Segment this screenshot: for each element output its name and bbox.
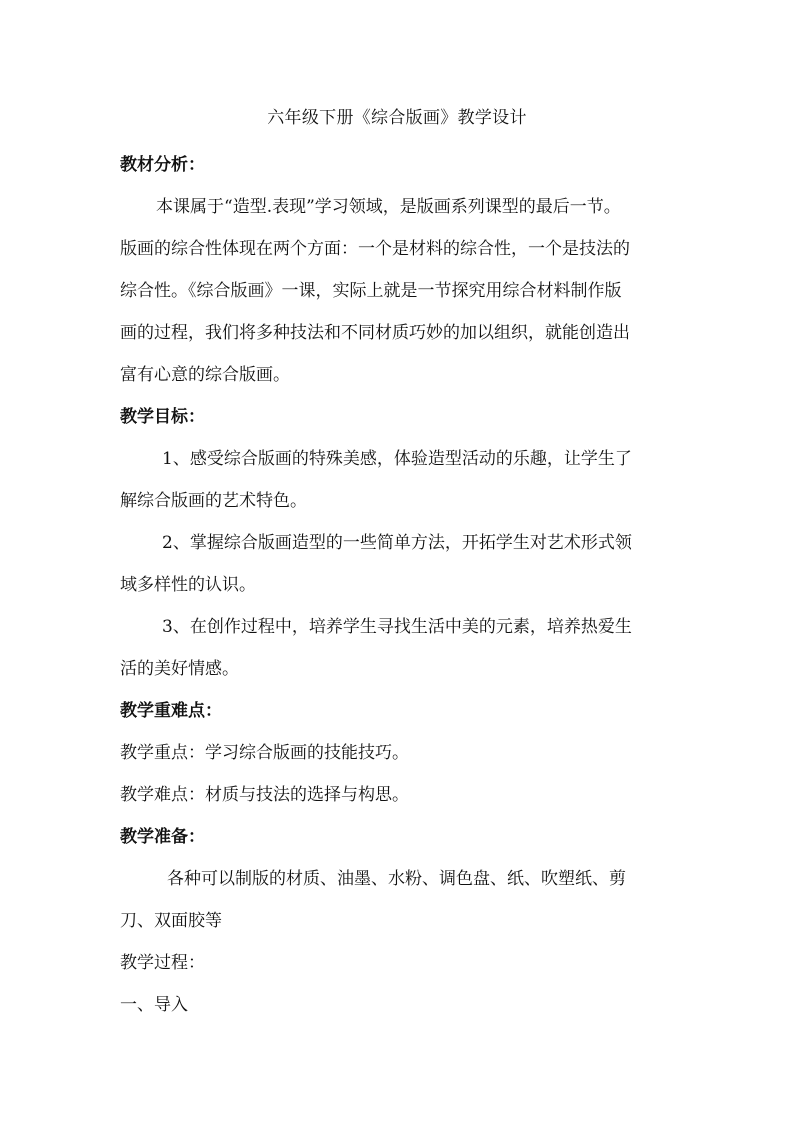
document-body xyxy=(120,144,684,1026)
goal-line: 3、在创作过程中，培养学生寻找生活中美的元素，培养热爱生 xyxy=(162,617,632,637)
paragraph-line: 富有心意的综合版画。 xyxy=(120,365,290,385)
paragraph-line: 综合性。《综合版画》一课，实际上就是一节探究用综合材料制作版 xyxy=(120,281,622,301)
document-title: 六年级下册《综合版画》教学设计 xyxy=(267,108,527,128)
preparation-line: 各种可以制版的材质、油墨、水粉、调色盘、纸、吹塑纸、剪 xyxy=(167,869,626,889)
difficult-point-line: 教学难点：材质与技法的选择与构思。 xyxy=(120,785,409,805)
paragraph-line: 画的过程，我们将多种技法和不同材质巧妙的加以组织，就能创造出 xyxy=(120,323,630,343)
paragraph-line: 版画的综合性体现在两个方面：一个是材料的综合性，一个是技法的 xyxy=(120,239,630,259)
goal-line: 2、掌握综合版画造型的一些简单方法，开拓学生对艺术形式领 xyxy=(162,533,632,553)
paragraph-line: 本课属于“造型.表现”学习领域，是版画系列课型的最后一节。 xyxy=(156,197,621,217)
goal-line: 活的美好情感。 xyxy=(120,659,239,679)
section-heading-goals: 教学目标： xyxy=(120,407,205,427)
section-heading-keypoints: 教学重难点： xyxy=(120,701,222,721)
goal-line: 域多样性的认识。 xyxy=(120,575,256,595)
process-step: 一、导入 xyxy=(120,995,188,1015)
section-heading-process: 教学过程： xyxy=(120,953,205,973)
key-point-line: 教学重点：学习综合版画的技能技巧。 xyxy=(120,743,409,763)
section-heading-analysis: 教材分析： xyxy=(120,155,205,175)
goal-line: 解综合版画的艺术特色。 xyxy=(120,491,307,511)
section-heading-preparation: 教学准备： xyxy=(120,827,205,847)
goal-line: 1、感受综合版画的特殊美感，体验造型活动的乐趣，让学生了 xyxy=(162,449,632,469)
preparation-line: 刀、双面胶等 xyxy=(120,911,222,931)
